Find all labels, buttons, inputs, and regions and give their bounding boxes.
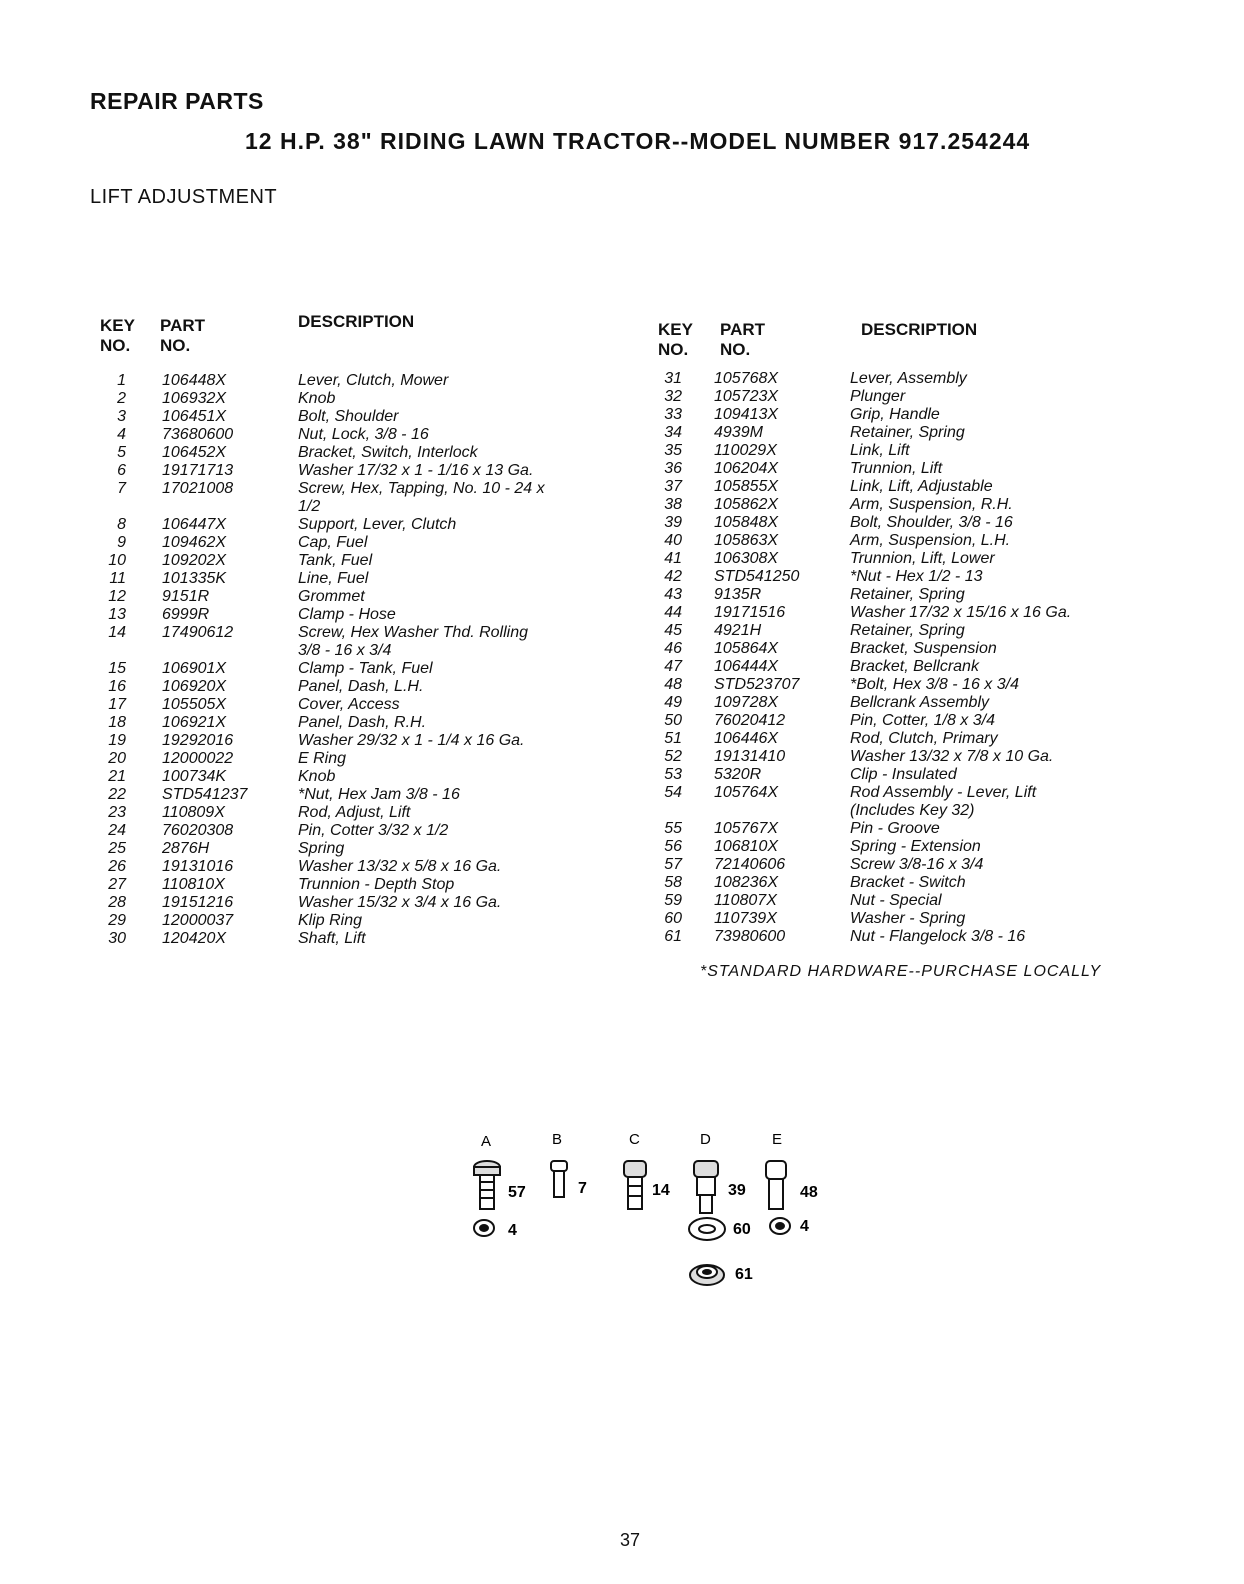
key-number: 29 (108, 912, 126, 929)
part-number: 105768X (714, 370, 779, 387)
part-description: Washer 15/32 x 3/4 x 16 Ga. (298, 894, 502, 911)
part-number: 19131016 (162, 858, 234, 875)
key-number: 52 (664, 748, 682, 765)
part-description: Plunger (850, 388, 906, 405)
part-description: Washer 13/32 x 5/8 x 16 Ga. (298, 858, 502, 875)
key-number: 11 (109, 570, 126, 587)
part-description-continued: 3/8 - 16 x 3/4 (298, 642, 392, 659)
part-number: 105767X (714, 820, 779, 837)
part-number: 108236X (714, 874, 779, 891)
part-description: Cap, Fuel (298, 534, 368, 551)
key-no-header-right: KEY NO. (658, 320, 693, 359)
part-description: *Bolt, Hex 3/8 - 16 x 3/4 (850, 676, 1019, 693)
part-number: 106901X (162, 660, 227, 677)
part-number: STD523707 (714, 676, 800, 693)
part-number: 2876H (162, 840, 210, 857)
label-39: 39 (728, 1182, 746, 1199)
key-number: 55 (664, 820, 682, 837)
lock-nut-4-icon (474, 1220, 494, 1236)
part-description: Knob (298, 768, 336, 785)
part-description: Panel, Dash, R.H. (298, 714, 427, 731)
key-number: 39 (664, 514, 682, 531)
key-number: 18 (108, 714, 126, 731)
flange-nut-61-icon (690, 1265, 724, 1285)
part-number: 105723X (714, 388, 779, 405)
key-number: 25 (108, 840, 126, 857)
part-number: 9151R (162, 588, 210, 605)
part-description: Nut, Lock, 3/8 - 16 (298, 426, 429, 443)
key-number: 12 (108, 588, 126, 605)
part-number: 106308X (714, 550, 779, 567)
key-no-header-left: KEY NO. (100, 316, 135, 355)
label-57: 57 (508, 1184, 526, 1201)
key-number: 51 (664, 730, 682, 747)
section-title: REPAIR PARTS (90, 88, 264, 114)
part-description: Spring (298, 840, 345, 857)
part-description: Cover, Access (298, 696, 400, 713)
hardware-letter-a: A (481, 1133, 492, 1150)
part-number: 73680600 (162, 426, 234, 443)
key-number: 20 (108, 750, 126, 767)
key-number: 19 (108, 732, 126, 749)
part-description: Screw, Hex Washer Thd. Rolling (298, 624, 529, 641)
description-header-left: DESCRIPTION (298, 312, 415, 331)
part-number: 106920X (162, 678, 227, 695)
part-description: Clamp - Hose (298, 606, 396, 623)
key-number: 6 (117, 462, 126, 479)
part-description: Bolt, Shoulder (298, 408, 399, 425)
hardware-letter-c: C (629, 1131, 640, 1148)
key-number: 47 (664, 658, 682, 675)
key-number: 14 (108, 624, 126, 641)
key-number: 45 (664, 622, 682, 639)
key-number: 34 (664, 424, 682, 441)
part-number: 106444X (714, 658, 779, 675)
label-48: 48 (800, 1184, 818, 1201)
lock-nut-4b-icon (770, 1218, 790, 1234)
part-description-continued: (Includes Key 32) (850, 802, 975, 819)
part-description: Grip, Handle (850, 406, 940, 423)
parts-list-right (658, 370, 1138, 960)
part-description: Spring - Extension (850, 838, 981, 855)
subsection-title: LIFT ADJUSTMENT (90, 186, 278, 208)
part-description: Bracket, Bellcrank (850, 658, 979, 675)
part-description: Lever, Clutch, Mower (298, 372, 449, 389)
part-number: 105855X (714, 478, 779, 495)
key-number: 13 (108, 606, 126, 623)
part-description: Retainer, Spring (850, 424, 965, 441)
part-number: STD541237 (162, 786, 248, 803)
part-number: 120420X (162, 930, 227, 947)
part-number: STD541250 (714, 568, 800, 585)
part-no-header-right: PART NO. (720, 320, 766, 359)
part-description: Bracket - Switch (850, 874, 966, 891)
part-number: 105862X (714, 496, 779, 513)
part-description: Tank, Fuel (298, 552, 373, 569)
part-description: Clamp - Tank, Fuel (298, 660, 433, 677)
key-number: 56 (664, 838, 682, 855)
key-number: 57 (664, 856, 682, 873)
key-number: 16 (108, 678, 126, 695)
label-4-a: 4 (508, 1222, 517, 1239)
key-number: 60 (664, 910, 682, 927)
part-description: Rod, Adjust, Lift (298, 804, 411, 821)
part-number: 19151216 (162, 894, 234, 911)
part-description: Rod, Clutch, Primary (850, 730, 998, 747)
hardware-letter-d: D (700, 1131, 711, 1148)
part-number: 106448X (162, 372, 227, 389)
part-number: 109728X (714, 694, 779, 711)
part-description: Screw 3/8-16 x 3/4 (850, 856, 984, 873)
part-description: Link, Lift (850, 442, 910, 459)
part-description: Support, Lever, Clutch (298, 516, 457, 533)
part-description: Lever, Assembly (850, 370, 967, 387)
key-number: 36 (664, 460, 682, 477)
key-number: 48 (664, 676, 682, 693)
part-number: 9135R (714, 586, 762, 603)
key-number: 61 (664, 928, 682, 945)
part-description: Screw, Hex, Tapping, No. 10 - 24 x (298, 480, 545, 497)
key-number: 32 (664, 388, 682, 405)
part-number: 12000022 (162, 750, 234, 767)
part-description: Nut - Flangelock 3/8 - 16 (850, 928, 1026, 945)
part-description: Trunnion, Lift, Lower (850, 550, 995, 567)
part-description: Washer 17/32 x 15/16 x 16 Ga. (850, 604, 1072, 621)
part-number: 76020412 (714, 712, 786, 729)
part-number: 106204X (714, 460, 779, 477)
part-number: 19171516 (714, 604, 786, 621)
label-7: 7 (578, 1180, 587, 1197)
hardware-letter-b: B (552, 1131, 563, 1148)
part-number: 106447X (162, 516, 227, 533)
key-number: 24 (108, 822, 126, 839)
page-title: 12 H.P. 38" RIDING LAWN TRACTOR--MODEL NUMBER 917.254244 (245, 128, 1031, 154)
part-description: Washer - Spring (850, 910, 966, 927)
part-description: *Nut, Hex Jam 3/8 - 16 (298, 786, 460, 803)
part-description: *Nut - Hex 1/2 - 13 (850, 568, 983, 585)
key-number: 9 (117, 534, 126, 551)
part-number: 72140606 (714, 856, 786, 873)
part-number: 17490612 (162, 624, 234, 641)
key-number: 46 (664, 640, 682, 657)
key-number: 59 (664, 892, 682, 909)
standard-hardware-note: *STANDARD HARDWARE--PURCHASE LOCALLY (700, 963, 1102, 980)
key-number: 50 (664, 712, 682, 729)
label-61: 61 (735, 1266, 753, 1283)
label-60: 60 (733, 1221, 751, 1238)
part-number: 12000037 (162, 912, 234, 929)
hex-bolt-48-icon (766, 1161, 786, 1209)
label-4-e: 4 (800, 1218, 809, 1235)
key-number: 10 (108, 552, 126, 569)
part-description: Knob (298, 390, 336, 407)
key-number: 43 (664, 586, 682, 603)
part-number: 109202X (162, 552, 227, 569)
part-number: 105764X (714, 784, 779, 801)
part-description-continued: 1/2 (298, 498, 321, 515)
part-description: Trunnion, Lift (850, 460, 943, 477)
screw-7-icon (551, 1161, 567, 1197)
key-number: 28 (108, 894, 126, 911)
key-number: 17 (108, 696, 126, 713)
part-number: 17021008 (162, 480, 234, 497)
part-no-header-left: PART NO. (160, 316, 206, 355)
part-description: Pin - Groove (850, 820, 940, 837)
key-number: 26 (108, 858, 126, 875)
key-number: 3 (117, 408, 126, 425)
key-number: 21 (108, 768, 126, 785)
key-number: 1 (117, 372, 126, 389)
key-number: 40 (664, 532, 682, 549)
part-description: Link, Lift, Adjustable (850, 478, 993, 495)
part-number: 106452X (162, 444, 227, 461)
hardware-letter-e: E (772, 1131, 783, 1148)
part-description: Arm, Suspension, R.H. (850, 496, 1013, 513)
part-description: Pin, Cotter, 1/8 x 3/4 (850, 712, 995, 729)
part-number: 110029X (714, 442, 777, 459)
spring-washer-60-icon (689, 1218, 725, 1240)
part-number: 105848X (714, 514, 779, 531)
part-description: Retainer, Spring (850, 622, 965, 639)
part-description: Bellcrank Assembly (850, 694, 990, 711)
part-description: Washer 17/32 x 1 - 1/16 x 13 Ga. (298, 462, 534, 479)
part-number: 110807X (714, 892, 777, 909)
part-number: 76020308 (162, 822, 234, 839)
key-number: 41 (664, 550, 682, 567)
part-number: 19292016 (162, 732, 234, 749)
part-number: 4921H (714, 622, 762, 639)
part-description: E Ring (298, 750, 347, 767)
key-number: 2 (117, 390, 126, 407)
label-14: 14 (652, 1182, 670, 1199)
page-number: 37 (620, 1530, 641, 1550)
part-description: Nut - Special (850, 892, 942, 909)
part-number: 110810X (162, 876, 225, 893)
part-description: Klip Ring (298, 912, 363, 929)
description-header-right: DESCRIPTION (861, 320, 978, 339)
key-number: 35 (664, 442, 682, 459)
key-number: 22 (108, 786, 126, 803)
part-description: Line, Fuel (298, 570, 369, 587)
key-number: 8 (117, 516, 126, 533)
part-description: Pin, Cotter 3/32 x 1/2 (298, 822, 449, 839)
part-description: Retainer, Spring (850, 586, 965, 603)
key-number: 7 (117, 480, 126, 497)
key-number: 54 (664, 784, 682, 801)
part-number: 105863X (714, 532, 779, 549)
bolt-57-icon (474, 1161, 500, 1209)
part-description: Bolt, Shoulder, 3/8 - 16 (850, 514, 1013, 531)
part-number: 110809X (162, 804, 225, 821)
part-number: 106810X (714, 838, 779, 855)
key-number: 42 (664, 568, 682, 585)
key-number: 33 (664, 406, 682, 423)
part-number: 100734K (162, 768, 227, 785)
part-description: Washer 13/32 x 7/8 x 10 Ga. (850, 748, 1054, 765)
key-number: 49 (664, 694, 682, 711)
part-number: 106932X (162, 390, 227, 407)
part-description: Clip - Insulated (850, 766, 957, 783)
key-number: 27 (108, 876, 126, 893)
part-description: Shaft, Lift (298, 930, 366, 947)
part-number: 101335K (162, 570, 227, 587)
part-number: 73980600 (714, 928, 786, 945)
key-number: 44 (664, 604, 682, 621)
key-number: 37 (664, 478, 682, 495)
part-number: 6999R (162, 606, 210, 623)
shoulder-bolt-39-icon (694, 1161, 718, 1213)
part-number: 109462X (162, 534, 227, 551)
part-description: Grommet (298, 588, 365, 605)
key-number: 58 (664, 874, 682, 891)
part-description: Arm, Suspension, L.H. (850, 532, 1011, 549)
part-number: 109413X (714, 406, 779, 423)
part-number: 19131410 (714, 748, 786, 765)
key-number: 5 (117, 444, 126, 461)
part-number: 105505X (162, 696, 227, 713)
part-number: 5320R (714, 766, 762, 783)
part-number: 4939M (714, 424, 763, 441)
part-description: Rod Assembly - Lever, Lift (850, 784, 1037, 801)
part-number: 106451X (162, 408, 227, 425)
part-number: 110739X (714, 910, 777, 927)
part-number: 105864X (714, 640, 779, 657)
part-description: Bracket, Suspension (850, 640, 997, 657)
part-number: 106446X (714, 730, 779, 747)
key-number: 15 (108, 660, 126, 677)
parts-list-left (110, 372, 630, 952)
part-description: Panel, Dash, L.H. (298, 678, 424, 695)
key-number: 4 (117, 426, 126, 443)
key-number: 30 (108, 930, 126, 947)
part-description: Trunnion - Depth Stop (298, 876, 455, 893)
part-number: 19171713 (162, 462, 234, 479)
part-number: 106921X (162, 714, 227, 731)
part-description: Bracket, Switch, Interlock (298, 444, 478, 461)
part-description: Washer 29/32 x 1 - 1/4 x 16 Ga. (298, 732, 525, 749)
key-number: 31 (664, 370, 682, 387)
key-number: 23 (108, 804, 126, 821)
key-number: 53 (664, 766, 682, 783)
key-number: 38 (664, 496, 682, 513)
screw-14-icon (624, 1161, 646, 1209)
